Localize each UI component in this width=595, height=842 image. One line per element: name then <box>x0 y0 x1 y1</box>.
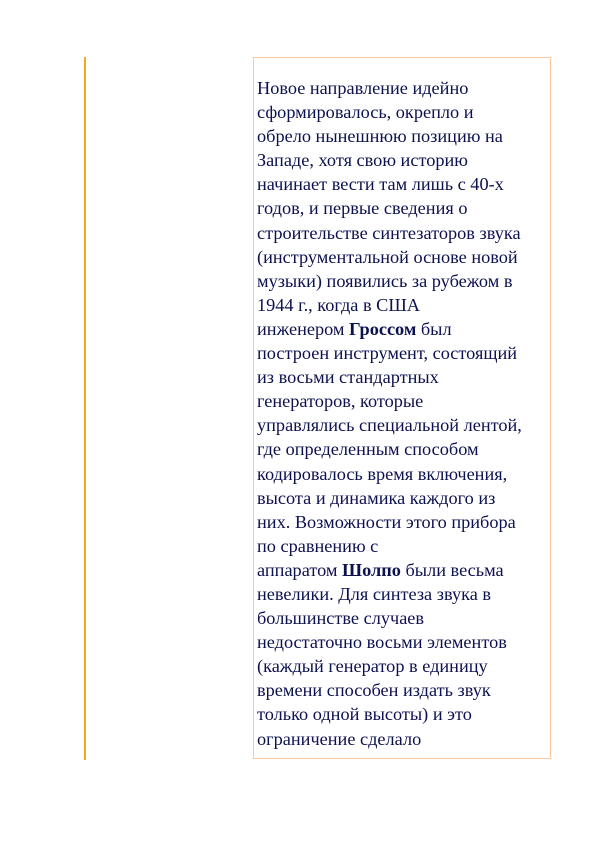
text-line: невелики. Для синтеза звука в <box>257 583 492 604</box>
text-line: где определенным способом <box>257 439 479 460</box>
text-line: большинстве случаев <box>257 608 425 629</box>
text-line: музыки) появились за рубежом в <box>257 270 513 291</box>
bold-name-grossom: Гроссом <box>349 318 417 339</box>
bold-name-sholpo: Шолпо <box>342 559 401 580</box>
text-run: инженером <box>257 318 350 339</box>
text-line: годов, и первые сведения о <box>257 198 468 219</box>
text-line: строительстве синтезаторов звука <box>257 222 521 243</box>
text-run: был <box>416 318 452 339</box>
text-line: построен инструмент, состоящий <box>257 343 518 364</box>
text-line: времени способен издать звук <box>257 680 491 701</box>
text-line: ограничение сделало <box>257 728 422 749</box>
left-margin-rule <box>84 57 86 760</box>
text-line: 1944 г., когда в США <box>257 294 420 315</box>
text-line: сформировалось, окрепло и <box>257 102 474 123</box>
text-line: (инструментальной основе новой <box>257 246 518 267</box>
text-line <box>257 558 549 582</box>
text-run: были весьма <box>400 559 504 580</box>
text-line: них. Возможности этого прибора <box>257 511 516 532</box>
text-line: из восьми стандартных <box>257 367 439 388</box>
text-line: только одной высоты) и это <box>257 704 472 725</box>
text-line: (каждый генератор в единицу <box>257 656 488 677</box>
text-line: недостаточно восьми элементов <box>257 632 507 653</box>
text-line: начинает вести там лишь с 40-х <box>257 174 504 195</box>
text-line: генераторов, которые <box>257 391 424 412</box>
text-line: Западе, хотя свою историю <box>257 150 468 171</box>
text-line: Новое направление идейно <box>257 78 469 98</box>
text-line: обрело нынешнюю позицию на <box>257 126 503 147</box>
article-text <box>257 76 549 751</box>
text-line: по сравнению с <box>257 535 379 556</box>
text-line: управлялись специальной лентой, <box>257 415 522 436</box>
text-line: кодировалось время включения, <box>257 463 508 484</box>
text-run: аппаратом <box>257 559 343 580</box>
text-line <box>257 317 549 341</box>
text-line: высота и динамика каждого из <box>257 487 496 508</box>
